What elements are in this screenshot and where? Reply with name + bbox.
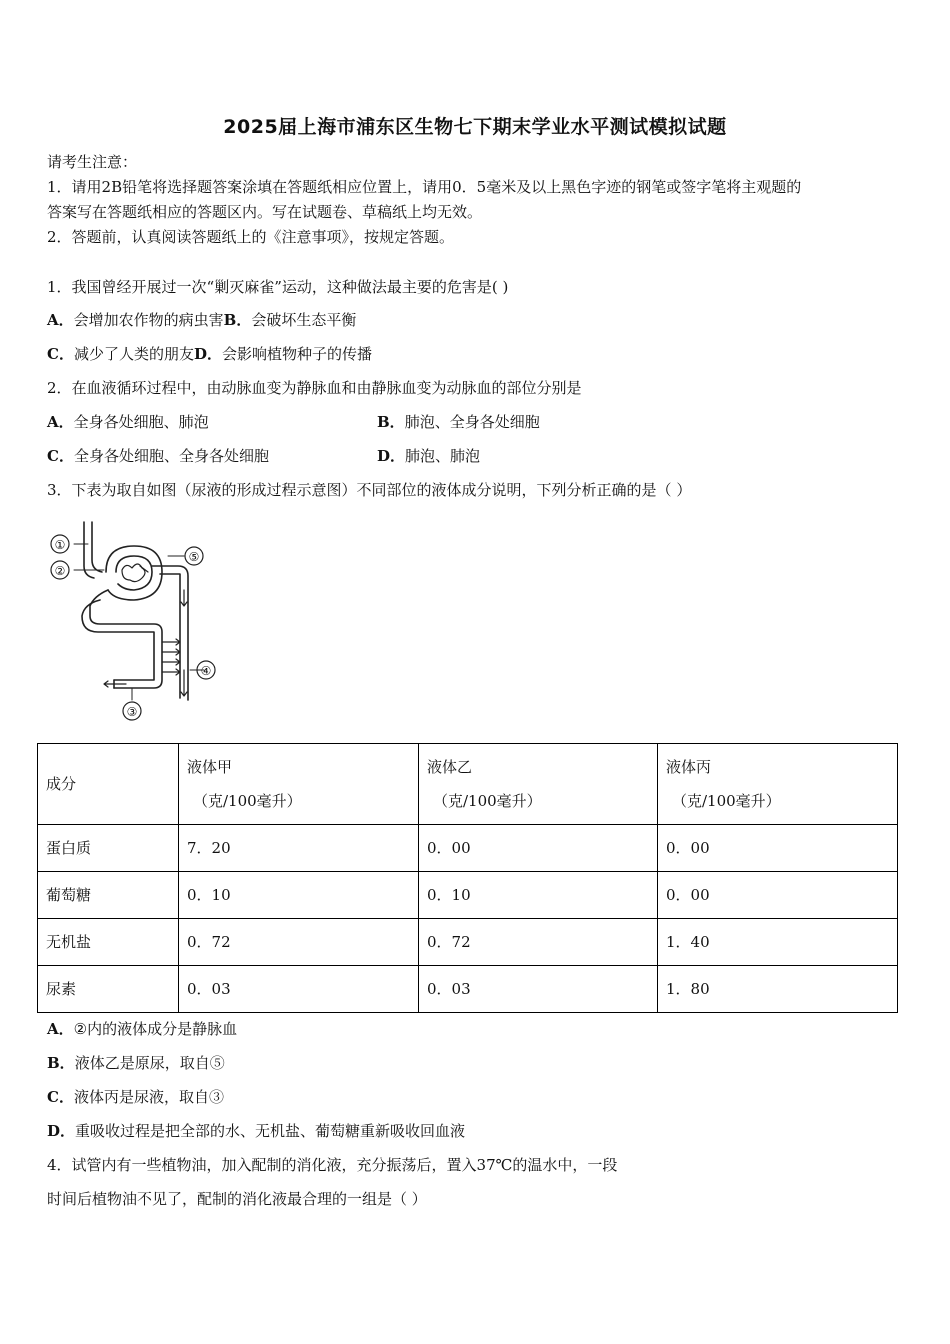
table-row [38, 872, 898, 919]
q1-option-a-key: A． [47, 311, 74, 329]
header-liquid-b-unit: （克/100毫升） [433, 792, 542, 810]
q2-option-d-line [377, 446, 480, 466]
q2-option-a: 全身各处细胞、肺泡 [73, 413, 209, 431]
header-liquid-c-unit: （克/100毫升） [672, 792, 781, 810]
q1-option-a: 会增加农作物的病虫害 [73, 311, 224, 329]
q3-option-b: 液体乙是原尿，取自⑤ [74, 1054, 225, 1072]
composition-table [37, 743, 898, 1013]
q3-option-a-key: A． [47, 1020, 74, 1038]
row-name: 无机盐 [38, 919, 179, 966]
cell-liquid-b: 0．03 [419, 966, 658, 1013]
header-liquid-a [179, 744, 419, 825]
header-liquid-c-name: 液体丙 [666, 758, 712, 776]
cell-liquid-a: 0．10 [179, 872, 419, 919]
q4-stem-line-2: 时间后植物油不见了，配制的消化液最合理的一组是（ ） [47, 1190, 427, 1208]
q2-option-b-key: B． [377, 413, 405, 431]
q3-option-c-line [47, 1087, 224, 1107]
q2-option-b-line [377, 412, 540, 432]
header-liquid-c [658, 744, 898, 825]
q2-option-a-key: A． [47, 413, 74, 431]
q1-option-c: 减少了人类的朋友 [73, 345, 194, 363]
header-liquid-b [419, 744, 658, 825]
cell-liquid-b: 0．10 [419, 872, 658, 919]
notice-item-1-line-1: 1．请用2B铅笔将选择题答案涂填在答题纸相应位置上，请用0．5毫米及以上黑色字迹的钢笔或签字笔将主观题的 [47, 178, 802, 196]
cell-liquid-c: 0．00 [658, 825, 898, 872]
row-name: 蛋白质 [38, 825, 179, 872]
cell-liquid-a: 0．72 [179, 919, 419, 966]
table-row [38, 825, 898, 872]
q3-option-b-line [47, 1053, 225, 1073]
q3-option-a-line [47, 1019, 237, 1039]
q2-option-d-key: D． [377, 447, 406, 465]
row-name: 葡萄糖 [38, 872, 179, 919]
diagram-label-4: ④ [200, 664, 212, 678]
table-row [38, 966, 898, 1013]
q2-option-b: 肺泡、全身各处细胞 [404, 413, 540, 431]
q1-option-b: 会破坏生态平衡 [251, 311, 357, 329]
header-component: 成分 [38, 744, 179, 825]
cell-liquid-a: 0．03 [179, 966, 419, 1013]
header-liquid-a-name: 液体甲 [187, 758, 233, 776]
row-name: 尿素 [38, 966, 179, 1013]
q3-option-d-line [47, 1121, 465, 1141]
page-title: 2025届上海市浦东区生物七下期末学业水平测试模拟试题 [223, 116, 727, 138]
q3-option-a: ②内的液体成分是静脉血 [73, 1020, 238, 1038]
header-liquid-a-unit: （克/100毫升） [193, 792, 302, 810]
q4-stem-line-1: 4．试管内有一些植物油，加入配制的消化液，充分振荡后，置入37℃的温水中，一段 [47, 1156, 618, 1174]
cell-liquid-c: 0．00 [658, 872, 898, 919]
q2-option-c-line [47, 446, 269, 466]
q3-option-c: 液体丙是尿液，取自③ [73, 1088, 224, 1106]
q1-option-d-key: D． [193, 345, 222, 363]
q2-option-c: 全身各处细胞、全身各处细胞 [73, 447, 269, 465]
cell-liquid-c: 1．40 [658, 919, 898, 966]
q3-stem: 3．下表为取自如图（尿液的形成过程示意图）不同部位的液体成分说明，下列分析正确的是（ ） [47, 481, 692, 499]
q2-option-a-line [47, 412, 209, 432]
cell-liquid-b: 0．00 [419, 825, 658, 872]
q2-option-d: 肺泡、肺泡 [405, 447, 481, 465]
q1-options-ab [47, 310, 356, 330]
cell-liquid-a: 7．20 [179, 825, 419, 872]
cell-liquid-b: 0．72 [419, 919, 658, 966]
q3-option-b-key: B． [47, 1054, 75, 1072]
q1-stem: 1．我国曾经开展过一次“剿灭麻雀”运动，这种做法最主要的危害是( ) [47, 278, 509, 296]
notice-item-1-line-2: 答案写在答题纸相应的答题区内。写在试题卷、草稿纸上均无效。 [47, 203, 483, 221]
header-liquid-b-name: 液体乙 [427, 758, 473, 776]
table-row [38, 919, 898, 966]
diagram-label-1: ① [54, 538, 66, 552]
q2-option-c-key: C． [47, 447, 74, 465]
q1-option-d: 会影响植物种子的传播 [221, 345, 372, 363]
cell-liquid-c: 1．80 [658, 966, 898, 1013]
notice-heading: 请考生注意： [47, 153, 138, 171]
q2-stem: 2．在血液循环过程中，由动脉血变为静脉血和由静脉血变为动脉血的部位分别是 [47, 379, 582, 397]
q3-option-c-key: C． [47, 1088, 74, 1106]
notice-item-2: 2．答题前，认真阅读答题纸上的《注意事项》，按规定答题。 [47, 228, 455, 246]
q3-option-d-key: D． [47, 1122, 76, 1140]
nephron-diagram [44, 520, 224, 722]
diagram-label-2: ② [54, 564, 66, 578]
q1-options-cd [47, 344, 372, 364]
q1-option-b-key: B． [223, 311, 252, 329]
q3-option-d: 重吸收过程是把全部的水、无机盐、葡萄糖重新吸收回血液 [75, 1122, 466, 1140]
diagram-label-3: ③ [126, 705, 138, 719]
diagram-label-5: ⑤ [188, 550, 200, 564]
table-header-row [38, 744, 898, 825]
q1-option-c-key: C． [47, 345, 74, 363]
